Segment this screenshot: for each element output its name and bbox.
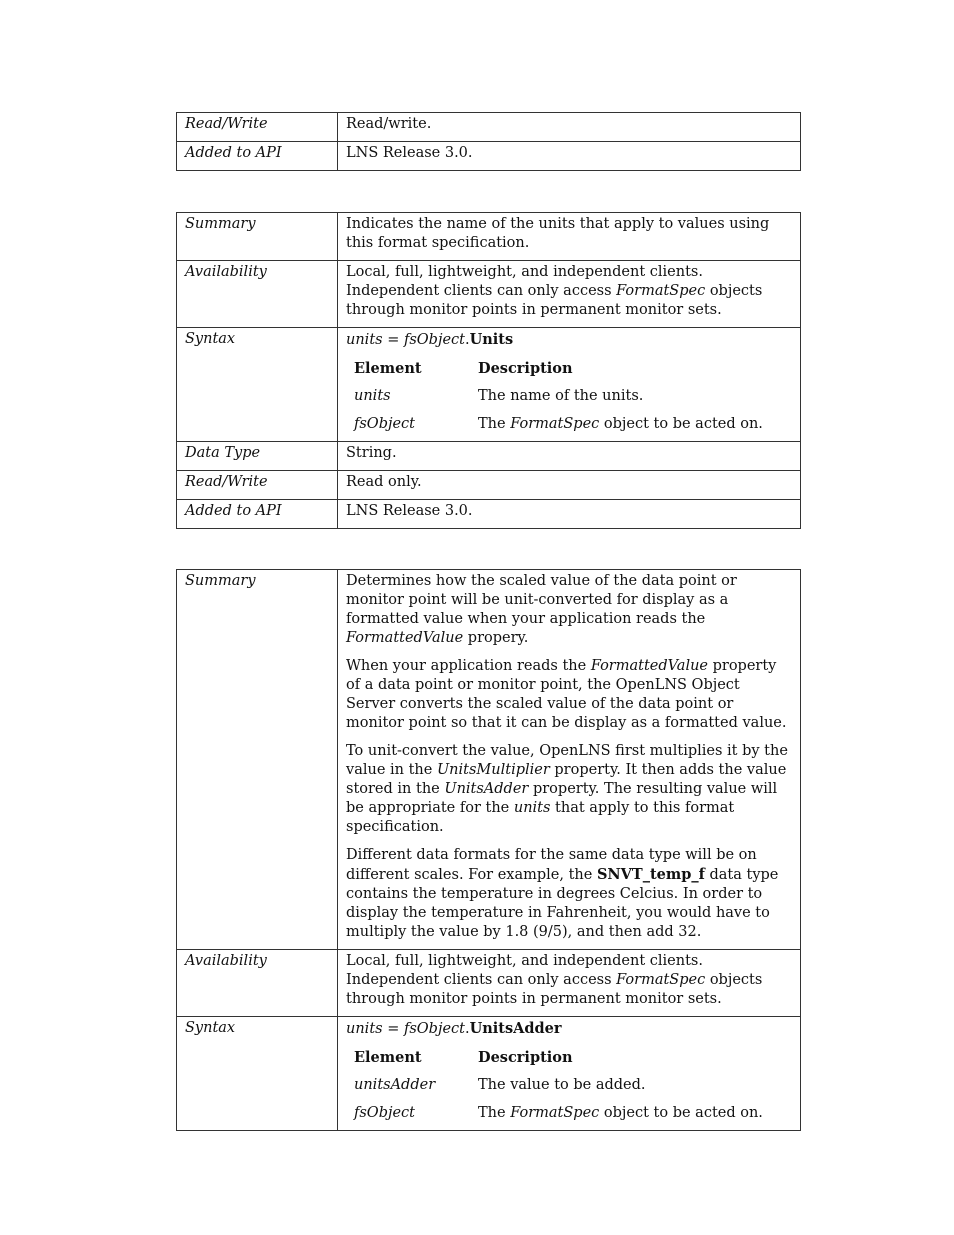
summary-paragraph-4 xyxy=(346,846,792,942)
syntax-label: Syntax xyxy=(177,328,338,442)
paragraph-text-end: property of a data point or monitor point, the OpenLNS Object Server converts the scaled value of the data point or monitor point so that it can be display as a formatted value. xyxy=(346,658,787,731)
syntax-label: Syntax xyxy=(177,1017,338,1131)
element-name: fsObject xyxy=(354,416,416,432)
added-to-api-row xyxy=(177,500,801,529)
summary-label: Summary xyxy=(177,213,338,261)
syntax-statement xyxy=(346,330,792,350)
paragraph-text-end: that apply to this format specification. xyxy=(346,800,735,835)
syntax-row xyxy=(177,328,801,442)
element-description xyxy=(470,387,771,415)
syntax-lhs: units xyxy=(346,332,383,348)
availability-row xyxy=(177,950,801,1017)
formattedvalue-term: FormattedValue xyxy=(590,658,708,674)
syntax-property: UnitsAdder xyxy=(469,1020,562,1037)
summary-value: Indicates the name of the units that apply to values using this format specification. xyxy=(338,213,801,261)
description-formatspec: FormatSpec xyxy=(510,1105,600,1121)
availability-value xyxy=(338,950,801,1017)
description-text: The name of the units. xyxy=(478,388,644,404)
availability-formatspec: FormatSpec xyxy=(616,283,706,299)
summary-label: Summary xyxy=(177,570,338,950)
unitsadder-term: UnitsAdder xyxy=(444,781,529,797)
syntax-row xyxy=(177,1017,801,1131)
added-to-api-label: Added to API xyxy=(177,500,338,529)
read-write-value: Read/write. xyxy=(338,113,801,142)
read-write-label: Read/Write xyxy=(177,471,338,500)
read-write-value: Read only. xyxy=(338,471,801,500)
description-text-end: object to be acted on. xyxy=(599,1105,763,1121)
unitsmultiplier-term: UnitsMultiplier xyxy=(436,762,550,778)
availability-label: Availability xyxy=(177,261,338,328)
syntax-element-row xyxy=(346,1104,771,1123)
syntax-object: fsObject xyxy=(403,332,465,348)
syntax-header-row xyxy=(346,359,771,387)
units-adder-property-table xyxy=(176,569,801,1131)
description-text: The xyxy=(478,416,511,432)
availability-text-end: objects through monitor points in permanent monitor sets. xyxy=(346,972,763,1007)
element-name: units xyxy=(354,388,391,404)
summary-row xyxy=(177,570,801,950)
syntax-element-row xyxy=(346,415,771,434)
syntax-value xyxy=(338,1017,801,1131)
paragraph-text: Different data formats for the same data type will be on different scales. For example, the xyxy=(346,847,757,883)
read-write-row xyxy=(177,471,801,500)
element-name: unitsAdder xyxy=(354,1077,436,1093)
header-element: Element xyxy=(354,360,422,377)
availability-text: Local, full, lightweight, and independent clients. Independent clients can only access xyxy=(346,953,703,988)
paragraph-text-end: propery. xyxy=(463,630,529,646)
paragraph-text: To unit-convert the value, OpenLNS first multiplies it by the value in the xyxy=(346,743,788,778)
formattedvalue-term: FormattedValue xyxy=(346,630,464,646)
syntax-lhs: units xyxy=(346,1021,383,1037)
read-write-label: Read/Write xyxy=(177,113,338,142)
snvt-temp-f-term: SNVT_temp_f xyxy=(596,866,705,883)
description-formatspec: FormatSpec xyxy=(510,416,600,432)
added-to-api-value: LNS Release 3.0. xyxy=(338,500,801,529)
header-description: Description xyxy=(478,1049,573,1066)
element-name: fsObject xyxy=(354,1105,416,1121)
element-description xyxy=(470,1076,771,1104)
availability-row xyxy=(177,261,801,328)
syntax-element-table xyxy=(346,359,771,434)
summary-paragraph-3 xyxy=(346,742,792,837)
paragraph-text: property. The resulting value will be appropriate for the xyxy=(346,781,778,816)
syntax-value xyxy=(338,328,801,442)
data-type-label: Data Type xyxy=(177,442,338,471)
units-property-table xyxy=(176,212,801,529)
paragraph-text: Determines how the scaled value of the data point or monitor point will be unit-converted for display as a formatted value when your application reads the xyxy=(346,573,737,627)
paragraph-text: property. It then adds the value stored in the xyxy=(346,762,787,797)
summary-row xyxy=(177,213,801,261)
header-description: Description xyxy=(478,360,573,377)
syntax-property: Units xyxy=(469,331,514,348)
paragraph-text: When your application reads the xyxy=(346,658,591,674)
element-description xyxy=(470,415,771,434)
data-type-value: String. xyxy=(338,442,801,471)
syntax-element-row xyxy=(346,1076,771,1104)
description-text-end: object to be acted on. xyxy=(599,416,763,432)
element-description xyxy=(470,1104,771,1123)
description-text: The value to be added. xyxy=(478,1077,646,1093)
syntax-element-table xyxy=(346,1048,771,1123)
syntax-dot: . xyxy=(464,1021,470,1037)
paragraph-text-end: data type contains the temperature in degrees Celcius. In order to display the temperature in Fahrenheit, you would have to multiply the value by 1.8 (9/5), and then add 32. xyxy=(346,867,779,940)
availability-text-end: objects through monitor points in permanent monitor sets. xyxy=(346,283,763,318)
summary-paragraph-1 xyxy=(346,572,792,648)
property-table-continued xyxy=(176,112,801,171)
syntax-eq: = xyxy=(382,332,404,348)
header-element: Element xyxy=(354,1049,422,1066)
availability-value xyxy=(338,261,801,328)
syntax-dot: . xyxy=(464,332,470,348)
availability-formatspec: FormatSpec xyxy=(616,972,706,988)
read-write-row xyxy=(177,113,801,142)
added-to-api-label: Added to API xyxy=(177,142,338,171)
syntax-statement xyxy=(346,1019,792,1039)
units-term: units xyxy=(513,800,551,816)
syntax-header-row xyxy=(346,1048,771,1076)
added-to-api-row xyxy=(177,142,801,171)
availability-label: Availability xyxy=(177,950,338,1017)
syntax-object: fsObject xyxy=(403,1021,465,1037)
summary-paragraph-2 xyxy=(346,657,792,733)
summary-value xyxy=(338,570,801,950)
added-to-api-value: LNS Release 3.0. xyxy=(338,142,801,171)
syntax-eq: = xyxy=(382,1021,404,1037)
availability-text: Local, full, lightweight, and independent clients. Independent clients can only access xyxy=(346,264,703,299)
data-type-row xyxy=(177,442,801,471)
description-text: The xyxy=(478,1105,511,1121)
syntax-element-row xyxy=(346,387,771,415)
